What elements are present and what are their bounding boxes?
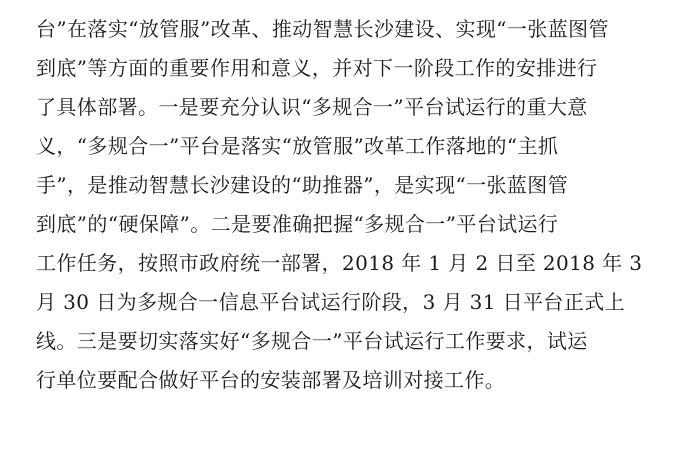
text-line: 到底”等方面的重要作用和意义，并对下一阶段工作的安排进行: [36, 56, 598, 80]
body-paragraph: [36, 10, 656, 400]
text-line: 工作任务，按照市政府统一部署，2018 年 1 月 2 日至 2018 年 3: [36, 251, 643, 275]
text-line: 月 30 日为多规合一信息平台试运行阶段，3 月 31 日平台正式上: [36, 290, 626, 314]
text-line: 了具体部署。一是要充分认识“多规合一”平台试运行的重大意: [36, 95, 588, 119]
text-line: 台”在落实“放管服”改革、推动智慧长沙建设、实现“一张蓝图管: [36, 17, 609, 41]
text-line: 行单位要配合做好平台的安装部署及培训对接工作。: [36, 368, 506, 392]
text-line: 手”，是推动智慧长沙建设的“助推器”，是实现“一张蓝图管: [36, 173, 569, 197]
text-line: 线。三是要切实落实好“多规合一”平台试运行工作要求，试运: [36, 329, 588, 353]
text-line: 义，“多规合一”平台是落实“放管服”改革工作落地的“主抓: [36, 134, 559, 158]
text-line: 到底”的“硬保障”。二是要准确把握“多规合一”平台试运行: [36, 212, 559, 236]
